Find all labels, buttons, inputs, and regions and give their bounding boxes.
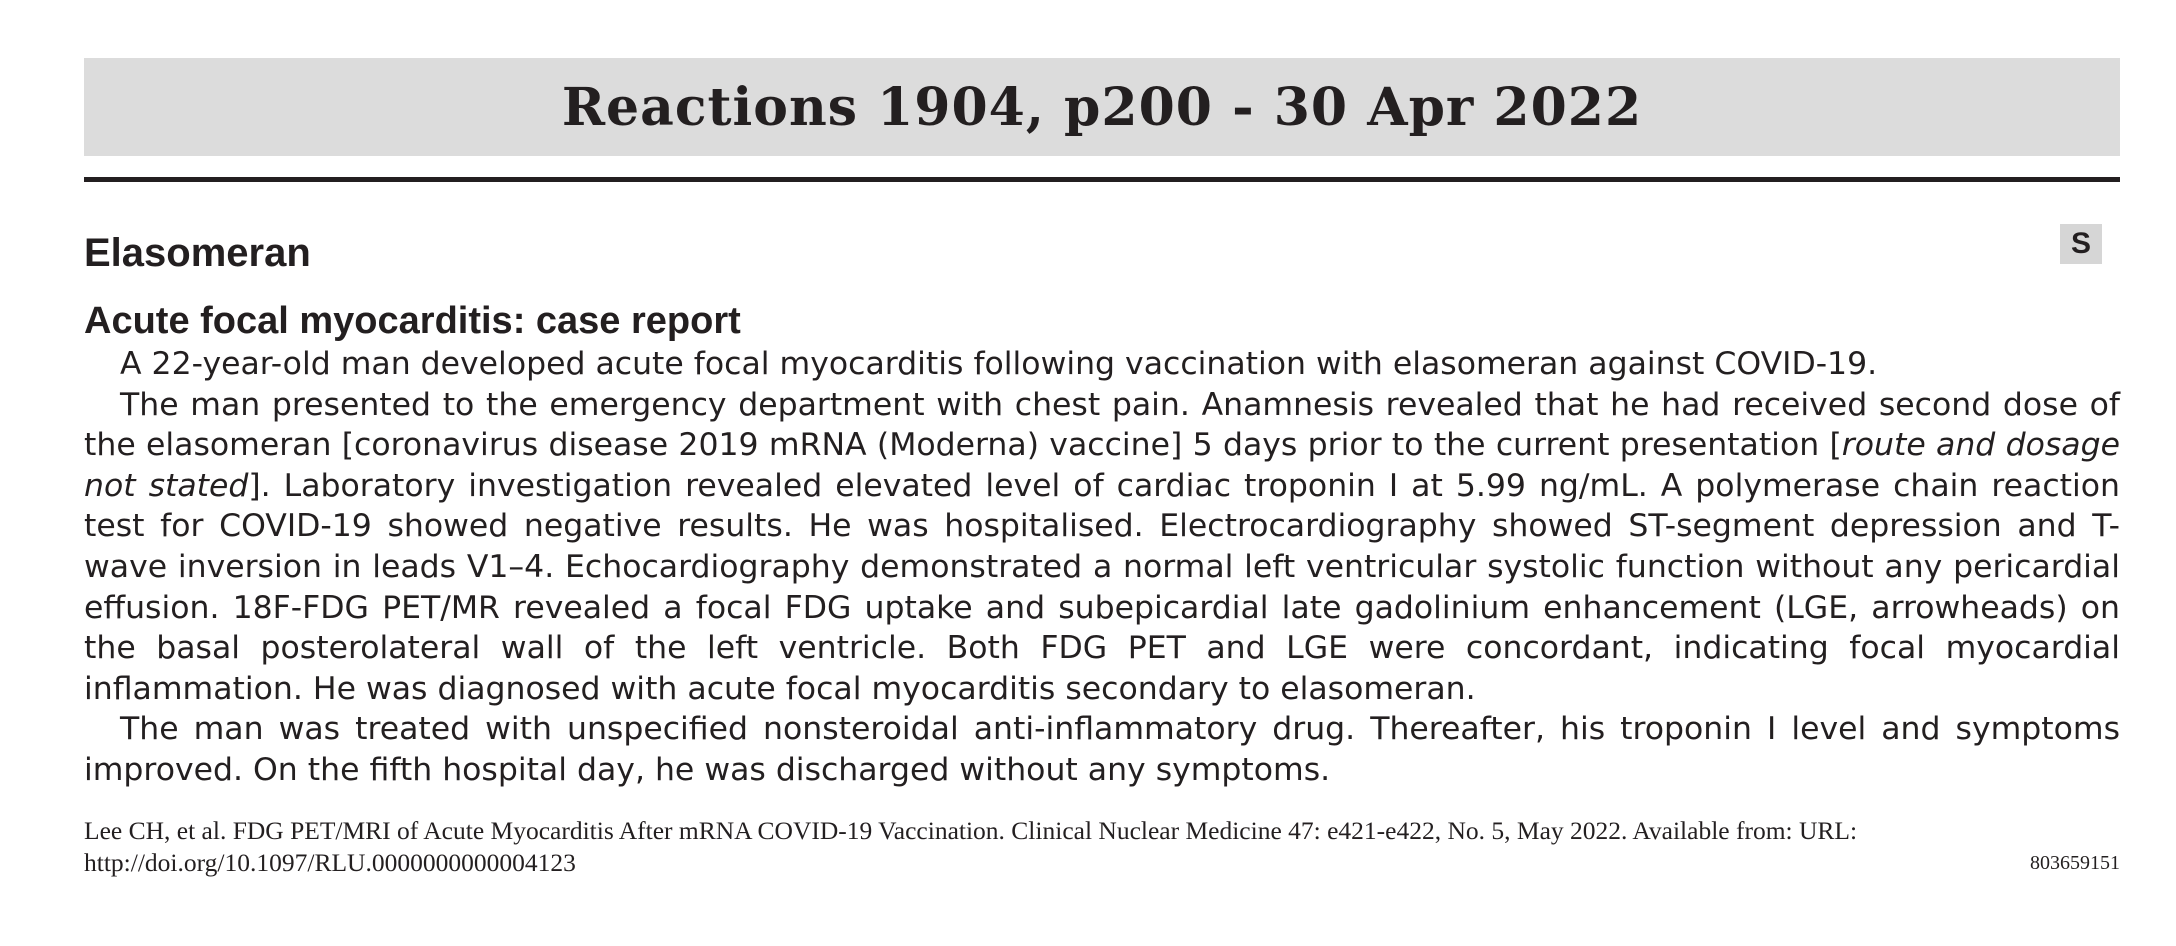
paragraph-outcome: The man was treated with unspecified nonsteroidal anti-inflammatory drug. Thereafter, his troponin I level and symptoms improved. On the fifth hospital day, he was discharged without any symptoms.: [84, 711, 2120, 788]
article-body: [84, 298, 2120, 791]
citation-url-link[interactable]: http://doi.org/10.1097/RLU.0000000000004123: [84, 848, 576, 877]
citation-line-2: [84, 847, 2120, 879]
paragraph-text: ]. Laboratory investigation revealed elevated level of cardiac troponin I at 5.99 ng/mL. A polymerase chain reaction test for COVID-19 showed negative results. He was hospitalised. Electrocardiography showed ST-segment depression and T-wave inversion in leads V1–4. Echocardiography demonstrated a normal left ventricular systolic function without any pericardial effusion. 18F-FDG PET/MR revealed a focal FDG uptake and subepicardial late gadolinium enhancement (LGE, arrowheads) on the basal posterolateral wall of the left ventricle. Both FDG PET and LGE were concordant, indicating focal myocardial inflammation. He was diagnosed with acute focal myocarditis secondary to elasomeran.: [84, 467, 2120, 707]
page-title: Reactions 1904, p200 - 30 Apr 2022: [561, 76, 1643, 138]
italic-note: route and dosage not stated: [84, 427, 2120, 504]
document-id: 803659151: [2030, 852, 2120, 874]
citation-reference: Lee CH, et al. FDG PET/MRI of Acute Myocarditis After mRNA COVID-19 Vaccination. Clinical Nuclear Medicine 47: e421-e422, No. 5, May 2022. Available from: URL:: [84, 816, 1858, 845]
paragraph-text: The man presented to the emergency department with chest pain. Anamnesis revealed that he had received second dose of the elasomeran [coronavirus disease 2019 mRNA (Moderna) vaccine] 5 days prior to the current presentation [: [84, 386, 2120, 464]
citation-block: [84, 815, 2120, 879]
header-divider: [84, 177, 2120, 182]
series-badge: S: [2060, 224, 2102, 264]
paragraph-case-details: [84, 385, 2120, 710]
drug-name-heading: Elasomeran: [84, 231, 311, 275]
header-bar: [84, 58, 2120, 156]
article-title: Acute focal myocarditis: case report: [84, 300, 741, 342]
paragraph-summary: A 22-year-old man developed acute focal myocarditis following vaccination with elasomeran against COVID-19.: [120, 346, 1878, 382]
